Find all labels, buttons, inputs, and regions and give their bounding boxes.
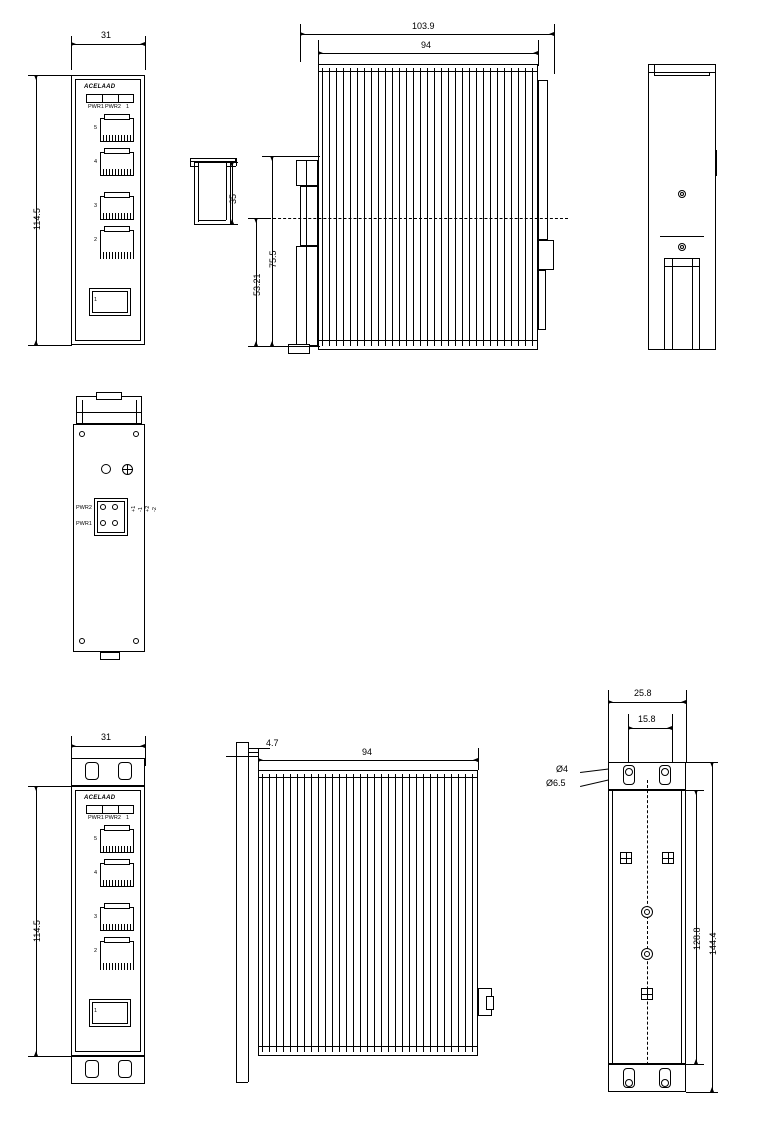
- dim-side-overall: 103.9: [412, 21, 435, 31]
- led-label-pwr2-top: PWR2: [105, 104, 121, 110]
- callout-hole-large: Ø6.5: [546, 778, 566, 788]
- dim-rear-inner-height: 128.8: [692, 927, 702, 950]
- dim-front-top-height: 114.5: [32, 208, 42, 230]
- led-label-pwr1-top: PWR1: [88, 104, 104, 110]
- dim-rear-outer-height: 144.4: [708, 932, 718, 955]
- dim-front-bottom-width: 31: [101, 732, 112, 742]
- callout-hole-small: Ø4: [556, 764, 569, 774]
- terminal-label-minus1: -1: [138, 507, 144, 512]
- dim-rail-35: 35: [228, 193, 238, 204]
- dim-side-bottom-body: 94: [362, 747, 373, 757]
- dim-side-53-21: 53.21: [252, 273, 262, 296]
- dim-rear-inner-width: 15.8: [638, 714, 656, 724]
- terminal-label-plus2: +2: [145, 505, 151, 512]
- dim-front-bottom-height: 114.5: [32, 920, 42, 942]
- dim-front-top-width: 31: [101, 30, 112, 40]
- terminal-label-plus1: +1: [131, 505, 137, 512]
- terminal-label-minus2: -2: [152, 507, 158, 512]
- dim-side-body: 94: [421, 40, 432, 50]
- reset-hole-icon: [101, 464, 111, 474]
- dim-rear-outer-width: 25.8: [634, 688, 652, 698]
- power-label-pwr1: PWR1: [76, 521, 92, 527]
- dim-bracket-4-7: 4.7: [266, 738, 279, 748]
- power-label-pwr2: PWR2: [76, 505, 92, 511]
- led-label-pwr1-bottom: PWR1: [88, 815, 104, 821]
- brand-label-top: ACELAAD: [84, 84, 116, 90]
- led-label-1-top: 1: [126, 104, 130, 110]
- drawing-sheet: 31 114.5 ACELAAD PWR1 PWR2 1 5 4 3 2 1 103.9 94 35 75.5 53.21 +1 -1 +2 -2 PWR2 PWR1 31 114.5 ACELAAD PWR1 PWR2 1 5 4 3 2 1 4.7 94 25.8 15.8 Ø4 Ø6.5 128.8 144.4: [0, 0, 760, 1132]
- led-label-pwr2-bottom: PWR2: [105, 815, 121, 821]
- brand-label-bottom: ACELAAD: [84, 795, 116, 801]
- dim-side-75-5: 75.5: [268, 250, 278, 268]
- led-label-1-bottom: 1: [126, 815, 130, 821]
